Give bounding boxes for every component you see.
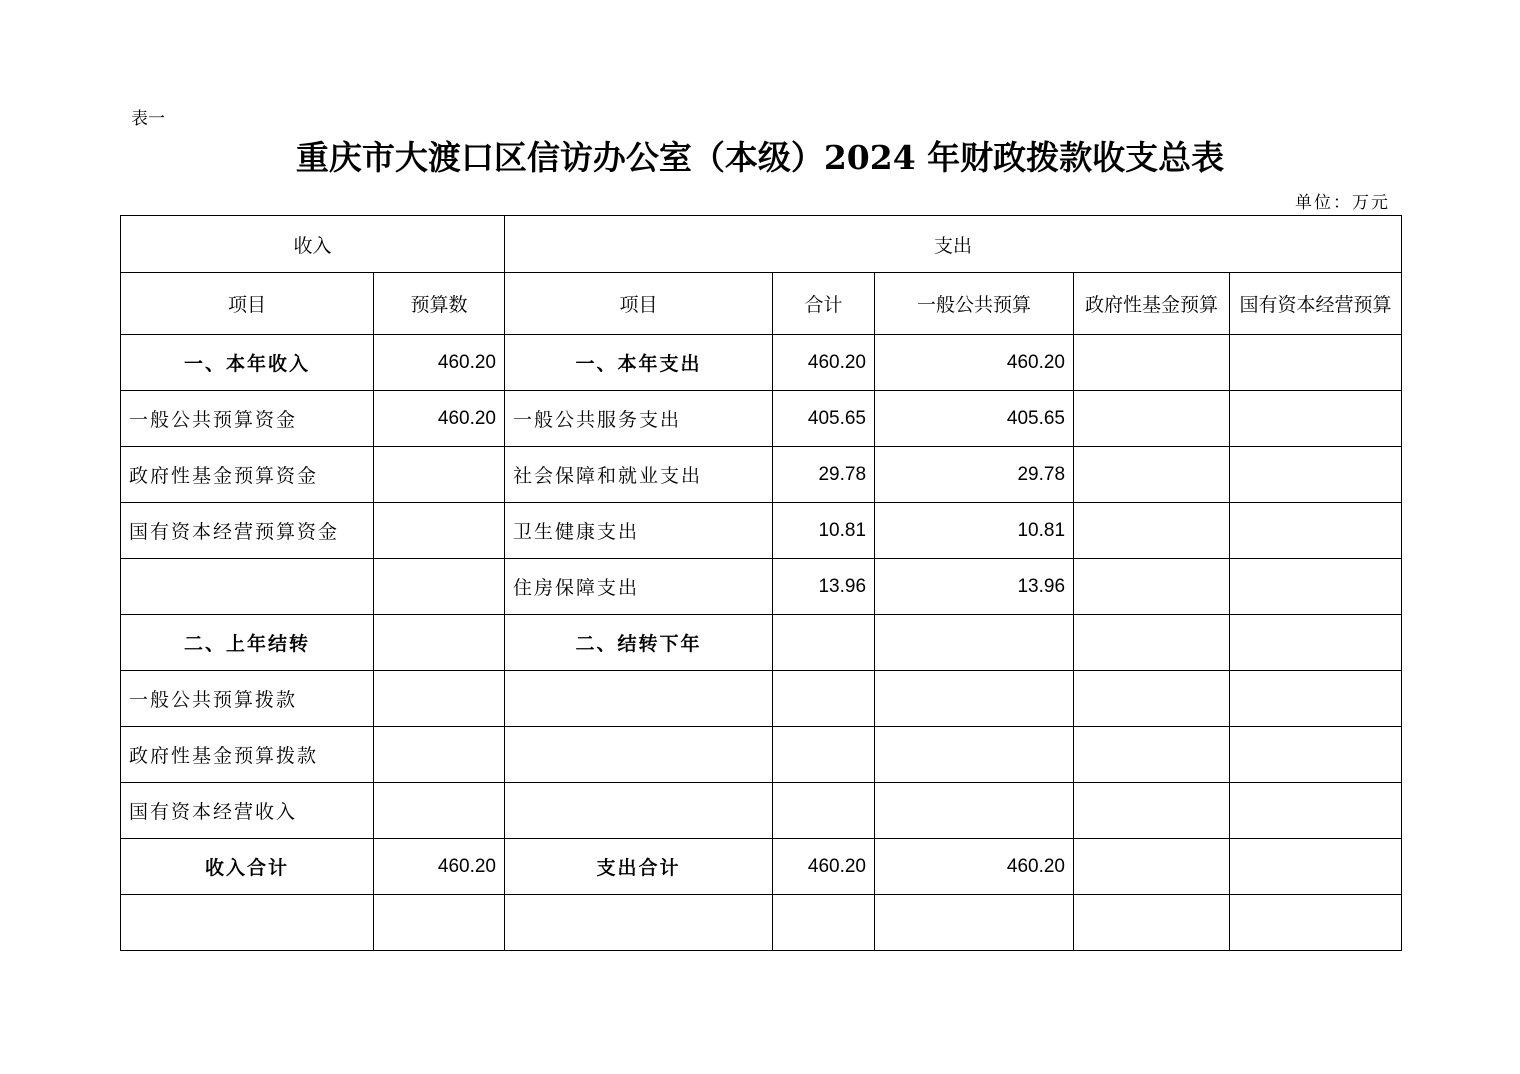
income-amount-cell [374,727,505,783]
unit-label: 单位：万元 [1295,193,1390,213]
total-cell [773,615,875,671]
state-capital-cell [1230,895,1402,951]
income-item-cell: 一般公共预算拨款 [121,671,374,727]
total-cell [773,727,875,783]
total-cell [773,895,875,951]
state-capital-budget-header: 国有资本经营预算 [1230,273,1402,335]
income-item-cell: 二、上年结转 [121,615,374,671]
gov-fund-cell [1074,335,1230,391]
state-capital-cell [1230,727,1402,783]
expense-item-cell [505,671,773,727]
general-budget-cell [875,671,1074,727]
income-item-cell: 收入合计 [121,839,374,895]
income-amount-cell [374,559,505,615]
expense-item-cell [505,783,773,839]
state-capital-cell [1230,671,1402,727]
income-item-cell: 国有资本经营预算资金 [121,503,374,559]
expense-item-cell: 卫生健康支出 [505,503,773,559]
gov-fund-budget-header: 政府性基金预算 [1074,273,1230,335]
expense-item-cell: 住房保障支出 [505,559,773,615]
gov-fund-cell [1074,783,1230,839]
expense-item-cell: 二、结转下年 [505,615,773,671]
gov-fund-cell [1074,895,1230,951]
total-header: 合计 [773,273,875,335]
general-budget-cell: 460.20 [875,839,1074,895]
income-item-header: 项目 [121,273,374,335]
total-cell: 29.78 [773,447,875,503]
gov-fund-cell [1074,391,1230,447]
total-cell: 460.20 [773,839,875,895]
income-item-cell: 一、本年收入 [121,335,374,391]
state-capital-cell [1230,783,1402,839]
general-budget-cell: 10.81 [875,503,1074,559]
expense-item-cell: 一般公共服务支出 [505,391,773,447]
general-budget-cell: 29.78 [875,447,1074,503]
general-budget-cell [875,895,1074,951]
gov-fund-cell [1074,447,1230,503]
table-row [121,727,1402,783]
income-item-cell [121,895,374,951]
general-budget-cell: 460.20 [875,335,1074,391]
column-header-row [121,273,1402,335]
total-cell: 460.20 [773,335,875,391]
total-cell: 13.96 [773,559,875,615]
income-item-cell: 政府性基金预算资金 [121,447,374,503]
expense-item-cell [505,727,773,783]
state-capital-cell [1230,559,1402,615]
general-budget-cell [875,783,1074,839]
expense-item-cell: 一、本年支出 [505,335,773,391]
total-cell [773,671,875,727]
income-amount-cell [374,895,505,951]
income-item-cell: 一般公共预算资金 [121,391,374,447]
total-cell: 405.65 [773,391,875,447]
expense-header: 支出 [505,216,1402,273]
general-budget-cell [875,727,1074,783]
gov-fund-cell [1074,671,1230,727]
expense-item-cell: 支出合计 [505,839,773,895]
gov-fund-cell [1074,559,1230,615]
state-capital-cell [1230,615,1402,671]
state-capital-cell [1230,503,1402,559]
income-item-cell: 国有资本经营收入 [121,783,374,839]
expense-item-cell: 社会保障和就业支出 [505,447,773,503]
income-amount-cell: 460.20 [374,391,505,447]
income-header: 收入 [121,216,505,273]
income-item-cell: 政府性基金预算拨款 [121,727,374,783]
table-row [121,783,1402,839]
total-cell [773,783,875,839]
income-amount-cell [374,447,505,503]
state-capital-cell [1230,391,1402,447]
state-capital-cell [1230,447,1402,503]
income-amount-cell: 460.20 [374,335,505,391]
gov-fund-cell [1074,839,1230,895]
income-amount-cell [374,783,505,839]
table-row [121,615,1402,671]
gov-fund-cell [1074,503,1230,559]
table-row [121,447,1402,503]
income-amount-cell [374,615,505,671]
expense-item-header: 项目 [505,273,773,335]
table-label: 表一 [131,109,165,129]
table-row [121,559,1402,615]
group-header-row [121,216,1402,273]
table-row [121,391,1402,447]
income-amount-cell [374,503,505,559]
general-budget-cell: 13.96 [875,559,1074,615]
state-capital-cell [1230,839,1402,895]
income-item-cell [121,559,374,615]
income-amount-cell [374,671,505,727]
general-budget-cell: 405.65 [875,391,1074,447]
table-row [121,839,1402,895]
table-row [121,895,1402,951]
table-row [121,503,1402,559]
general-budget-cell [875,615,1074,671]
total-cell: 10.81 [773,503,875,559]
table-row [121,671,1402,727]
expense-item-cell [505,895,773,951]
page-title: 重庆市大渡口区信访办公室（本级）2024 年财政拨款收支总表 [295,138,1225,177]
general-budget-header: 一般公共预算 [875,273,1074,335]
gov-fund-cell [1074,615,1230,671]
state-capital-cell [1230,335,1402,391]
budget-amount-header: 预算数 [374,273,505,335]
table-row [121,335,1402,391]
income-amount-cell: 460.20 [374,839,505,895]
budget-table [120,215,1402,951]
gov-fund-cell [1074,727,1230,783]
